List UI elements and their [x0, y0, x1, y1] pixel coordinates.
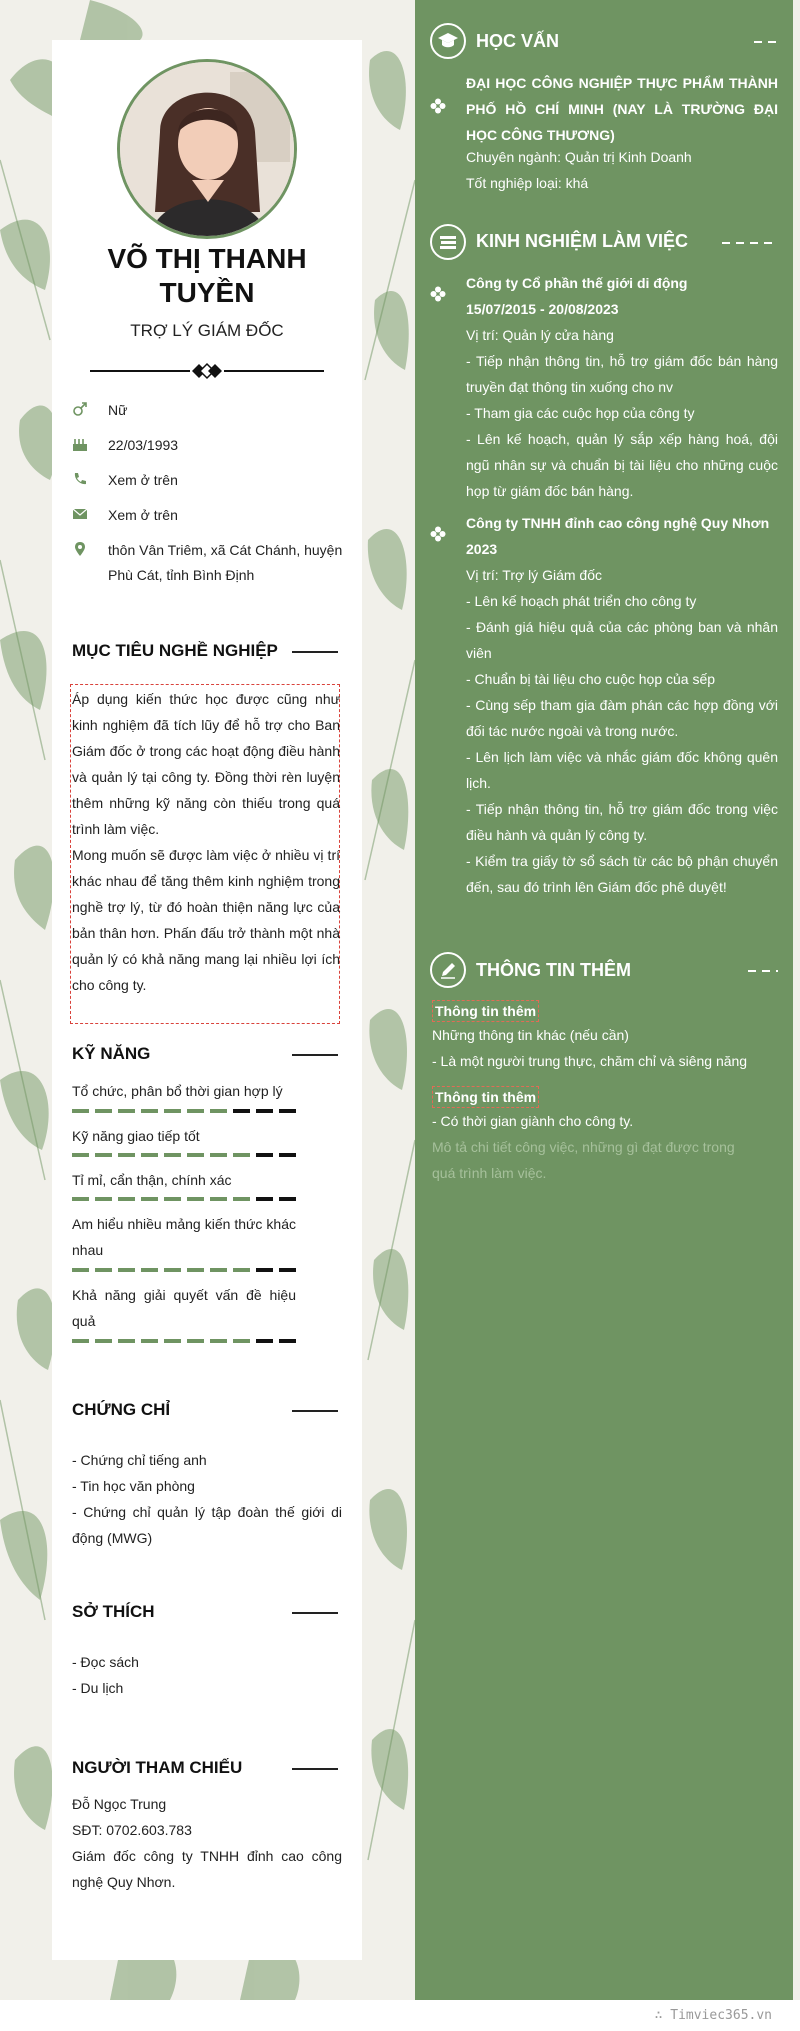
skill-segment: [72, 1339, 89, 1343]
skill-segment: [210, 1268, 227, 1272]
skill-segment: [141, 1268, 158, 1272]
skill-segment: [187, 1197, 204, 1201]
skill-segment: [164, 1153, 181, 1157]
skill-segment: [95, 1153, 112, 1157]
job-duty: - Chuẩn bị tài liệu cho cuộc họp của sếp: [466, 671, 716, 687]
skill-segment: [141, 1197, 158, 1201]
job-period: 15/07/2015 - 20/08/2023: [466, 301, 619, 317]
objective-paragraph-1: Áp dụng kiến thức học được cũng như kinh nghiệm đã tích lũy để hỗ trợ cho Ban Giám đốc ở trong các hoạt động điều hành và quản lý tại công ty. Đồng thời rèn luyện thêm những kỹ năng còn thiếu trong quá trình làm việc.: [72, 691, 340, 837]
extra-line: - Là một người trung thực, chăm chỉ và siêng năng: [432, 1053, 748, 1069]
skill-level-bar: [72, 1197, 296, 1201]
location-pin-icon: [72, 541, 88, 557]
extra-block-1: [432, 998, 778, 1024]
job-title: TRỢ LÝ GIÁM ĐỐC: [130, 321, 284, 340]
reference-heading: NGƯỜI THAM CHIẾU: [72, 1758, 243, 1777]
extra-placeholder-text[interactable]: Mô tả chi tiết công việc, những gì đạt được trong quá trình làm việc.: [432, 1139, 735, 1181]
skill-segment: [210, 1339, 227, 1343]
skill-segment: [279, 1153, 296, 1157]
extra-tag[interactable]: Thông tin thêm: [432, 1000, 539, 1022]
flower-bullet-icon: [430, 98, 446, 114]
skill-segment: [187, 1109, 204, 1113]
certificate-item: - Chứng chỉ quản lý tập đoàn thế giới di động (MWG): [72, 1504, 342, 1546]
gender-icon: [72, 401, 88, 417]
skill-segment: [118, 1153, 135, 1157]
hobbies-heading: SỞ THÍCH: [72, 1602, 155, 1621]
skill-segment: [141, 1339, 158, 1343]
job-duty: - Tiếp nhận thông tin, hỗ trợ giám đốc trong việc điều hành và quản lý công ty.: [466, 801, 778, 843]
skill-segment: [95, 1339, 112, 1343]
skill-segment: [233, 1153, 250, 1157]
job-duty: - Lên lịch làm việc và nhắc giám đốc không quên lịch.: [466, 749, 778, 791]
skills-heading-rule: [292, 1054, 338, 1056]
flower-bullet-icon: [430, 286, 446, 302]
experience-heading-dash: [722, 242, 778, 244]
education-school: ĐẠI HỌC CÔNG NGHIỆP THỰC PHẨM THÀNH PHỐ HỒ CHÍ MINH (NAY LÀ TRƯỜNG ĐẠI HỌC CÔNG THƯƠNG): [466, 75, 778, 143]
education-major: Chuyên ngành: Quản trị Kinh Doanh: [466, 149, 692, 165]
reference-heading-rule: [292, 1768, 338, 1770]
objective-paragraph-2: Mong muốn sẽ được làm việc ở nhiều vị trí khác nhau để tăng thêm kinh nghiệm trong nghề trợ lý, từ đó hoàn thiện năng lực của bản thân hơn. Phấn đấu trở thành một nhà quản lý có khả năng mang lại nhiều lợi ích cho công ty.: [72, 847, 340, 993]
job-period: 2023: [466, 541, 498, 557]
skill-segment: [256, 1197, 273, 1201]
skill-segment: [279, 1197, 296, 1201]
extra-heading-dash: [748, 970, 778, 972]
skill-segment: [233, 1197, 250, 1201]
job-duty: - Tiếp nhận thông tin, hỗ trợ giám đốc bán hàng truyền đạt thông tin xuống cho nv: [466, 353, 778, 395]
skill-segment: [95, 1109, 112, 1113]
footer-brand: ∴ Timviec365.vn: [654, 2008, 772, 2023]
reference-role: Giám đốc công ty TNHH đỉnh cao công nghệ Quy Nhơn.: [72, 1848, 342, 1890]
skill-segment: [233, 1339, 250, 1343]
skill-segment: [279, 1268, 296, 1272]
skill-segment: [210, 1197, 227, 1201]
extra-line: - Có thời gian giành cho công ty.: [432, 1113, 634, 1129]
extra-line: Những thông tin khác (nếu cần): [432, 1027, 629, 1043]
job-duty: - Kiểm tra giấy tờ sổ sách từ các bộ phận chuyển đến, sau đó trình lên Giám đốc phê duyệt!: [466, 853, 778, 895]
extra-block-2: [432, 1084, 778, 1110]
skill-level-bar: [72, 1109, 296, 1113]
hobbies-heading-rule: [292, 1612, 338, 1614]
job-duty: - Tham gia các cuộc họp của công ty: [466, 405, 695, 421]
skill-segment: [72, 1109, 89, 1113]
mail-icon: [72, 506, 88, 522]
skill-segment: [141, 1153, 158, 1157]
certificates-heading: CHỨNG CHỈ: [72, 1400, 171, 1419]
job-duty: - Lên kế hoạch, quản lý sắp xếp hàng hoá, đội ngũ nhân sự và chuẩn bị tài liệu cho những cuộc họp từ giám đốc bán hàng.: [466, 431, 778, 499]
skill-segment: [233, 1268, 250, 1272]
hobby-item: - Du lịch: [72, 1680, 124, 1696]
skill-name: Kỹ năng giao tiếp tốt: [72, 1128, 200, 1144]
job-position: Vị trí: Quản lý cửa hàng: [466, 327, 614, 343]
skill-segment: [164, 1268, 181, 1272]
job-company: Công ty TNHH đỉnh cao công nghệ Quy Nhơn: [466, 515, 770, 531]
profile-photo-icon: [120, 62, 294, 236]
phone-icon: [72, 471, 88, 487]
skill-segment: [95, 1268, 112, 1272]
skill-name: Tỉ mỉ, cẩn thận, chính xác: [72, 1172, 232, 1188]
candidate-name: VÕ THỊ THANH TUYỀN: [107, 243, 307, 308]
skill-segment: [210, 1153, 227, 1157]
skill-segment: [233, 1109, 250, 1113]
education-heading: HỌC VẤN: [476, 31, 560, 51]
skill-name: Am hiểu nhiều mảng kiến thức khác nhau: [72, 1216, 296, 1258]
skills-heading: KỸ NĂNG: [72, 1044, 151, 1063]
skill-segment: [187, 1339, 204, 1343]
certificate-item: - Tin học văn phòng: [72, 1478, 195, 1494]
extra-heading: THÔNG TIN THÊM: [476, 960, 631, 980]
skill-segment: [95, 1197, 112, 1201]
certificates-heading-rule: [292, 1410, 338, 1412]
reference-phone: SĐT: 0702.603.783: [72, 1822, 192, 1838]
skill-segment: [118, 1109, 135, 1113]
skill-segment: [210, 1109, 227, 1113]
skill-segment: [164, 1109, 181, 1113]
skill-level-bar: [72, 1268, 296, 1272]
skill-segment: [256, 1268, 273, 1272]
flower-bullet-icon: [430, 526, 446, 542]
name-divider: [90, 362, 324, 380]
extra-tag[interactable]: Thông tin thêm: [432, 1086, 539, 1108]
books-icon: [430, 224, 466, 260]
graduation-cap-icon: [430, 23, 466, 59]
skill-segment: [256, 1339, 273, 1343]
job-position: Vị trí: Trợ lý Giám đốc: [466, 567, 602, 583]
education-heading-dash: [754, 41, 778, 43]
skill-segment: [72, 1153, 89, 1157]
skill-segment: [187, 1153, 204, 1157]
footer-bar: [0, 2000, 800, 2031]
experience-heading: KINH NGHIỆM LÀM VIỆC: [476, 231, 689, 251]
skill-segment: [187, 1268, 204, 1272]
skill-segment: [118, 1339, 135, 1343]
education-grade: Tốt nghiệp loại: khá: [466, 175, 589, 191]
skill-segment: [256, 1109, 273, 1113]
skill-segment: [72, 1268, 89, 1272]
skill-segment: [72, 1197, 89, 1201]
objective-heading: MỤC TIÊU NGHỀ NGHIỆP: [72, 641, 278, 660]
job-company: Công ty Cổ phần thế giới di động: [466, 275, 688, 291]
skill-segment: [118, 1197, 135, 1201]
skill-segment: [279, 1109, 296, 1113]
skill-segment: [164, 1197, 181, 1201]
job-duty: - Đánh giá hiệu quả của các phòng ban và nhân viên: [466, 619, 778, 661]
certificate-item: - Chứng chỉ tiếng anh: [72, 1452, 207, 1468]
job-duty: - Lên kế hoạch phát triển cho công ty: [466, 593, 697, 609]
objective-heading-rule: [292, 651, 338, 653]
skill-name: Khả năng giải quyết vấn đề hiệu quả: [72, 1287, 296, 1329]
skill-segment: [141, 1109, 158, 1113]
skill-name: Tổ chức, phân bổ thời gian hợp lý: [72, 1083, 283, 1099]
job-duty: - Cùng sếp tham gia đàm phán các hợp đồng với đối tác nước ngoài và trong nước.: [466, 697, 778, 739]
skill-level-bar: [72, 1339, 296, 1343]
skill-segment: [256, 1153, 273, 1157]
calendar-icon: [72, 436, 88, 452]
skill-level-bar: [72, 1153, 296, 1157]
reference-name: Đỗ Ngọc Trung: [72, 1796, 167, 1812]
hobby-item: - Đọc sách: [72, 1654, 139, 1670]
skill-segment: [118, 1268, 135, 1272]
pen-icon: [430, 952, 466, 988]
footer-brand-text: Timviec365.vn: [670, 2008, 772, 2023]
skill-segment: [279, 1339, 296, 1343]
skill-segment: [164, 1339, 181, 1343]
avatar: [117, 59, 297, 239]
